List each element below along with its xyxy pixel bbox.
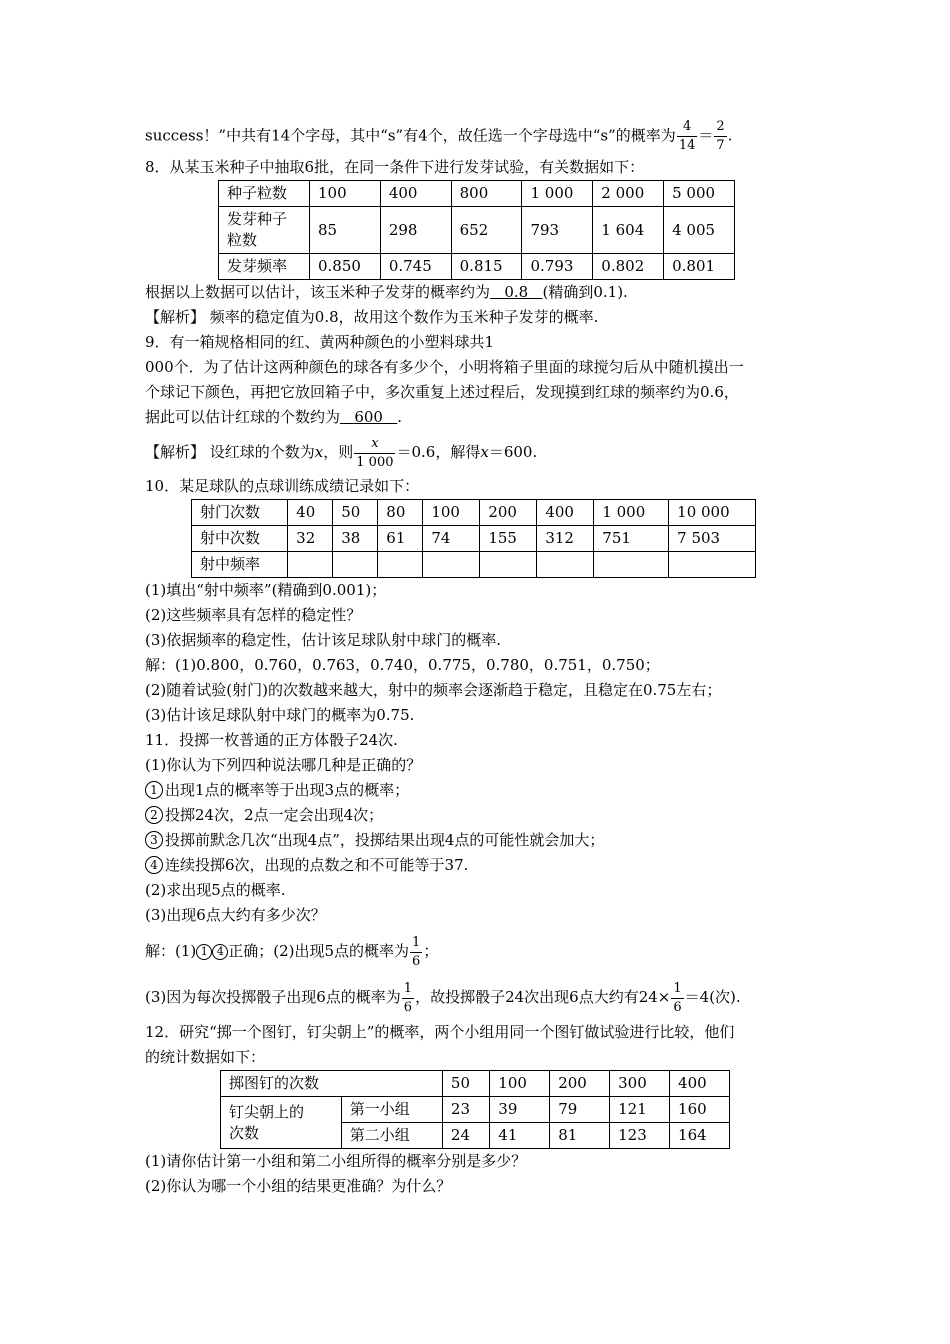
fraction: $\frac{x}{1 000}$ xyxy=(356,435,394,470)
q11-stem: 11．投掷一枚普通的正方体骰子24次. xyxy=(145,731,398,749)
top-text: success！”中共有14个字母，其中“s”有4个，故任选一个字母选中“s”的概率为 xyxy=(145,126,676,145)
fraction: $\frac{1}{6}$ xyxy=(403,980,413,1015)
q11-part3: (3)出现6点大约有多少次？ xyxy=(145,906,326,924)
q10-solution1: 解：(1)0.800，0.760，0.763，0.740，0.775，0.780，0.751，0.750； xyxy=(145,656,660,674)
q11-choice4: 4 连续投掷6次，出现的点数之和不可能等于37. xyxy=(145,853,810,878)
q10-solution3: (3)估计该足球队射中球门的概率为0.75. xyxy=(145,706,415,724)
q9-line3: 个球记下颜色，再把它放回箱子中，多次重复上述过程后，发现摸到红球的频率约为0.6， xyxy=(145,383,739,401)
q11-part1: (1)你认为下列四种说法哪几种是正确的？ xyxy=(145,756,422,774)
q10-part1: (1)填出“射中频率”(精确到0.001)； xyxy=(145,581,387,599)
fraction: $\frac{2}{7}$ xyxy=(716,119,725,153)
q8-analysis: 【解析】 频率的稳定值为0.8，故用这个数作为玉米种子发芽的概率. xyxy=(145,308,599,326)
q9-line2: 000个．为了估计这两种颜色的球各有多少个，小明将箱子里面的球搅匀后从中随机摸出一 xyxy=(145,358,744,376)
document-page xyxy=(145,118,810,1199)
q9-analysis: 【解析】 设红球的个数为x，则 $\frac{x}{1 000}$ ＝0.6，解得x＝600. xyxy=(145,435,538,470)
q8-table xyxy=(218,180,735,280)
table-row: 钉尖朝上的 次数 第一小组 23 39 79 121 160 xyxy=(221,1097,730,1123)
table-row: 射中次数 32 38 61 74 155 312 751 7 503 xyxy=(192,526,756,552)
q10-solution2: (2)随着试验(射门)的次数越来越大，射中的频率会逐渐趋于稳定，且稳定在0.75左右； xyxy=(145,681,722,699)
q12-part2: (2)你认为哪一个小组的结果更准确？为什么？ xyxy=(145,1177,452,1195)
q12-table xyxy=(220,1070,730,1149)
answer-blank: 600 xyxy=(354,408,383,426)
q10-part2: (2)这些频率具有怎样的稳定性？ xyxy=(145,606,362,624)
q11-solution1: 解：(1) 1 4 正确；(2)出现5点的概率为 $\frac{1}{6}$ ； xyxy=(145,934,439,969)
q8-conclusion: 根据以上数据可以估计，该玉米种子发芽的概率约为 0.8 (精确到0.1). xyxy=(145,283,628,301)
q10-table xyxy=(191,499,756,578)
fraction: $\frac{1}{6}$ xyxy=(412,934,421,969)
q11-part2: (2)求出现5点的概率. xyxy=(145,881,286,899)
top-line: success！”中共有14个字母，其中“s”有4个，故任选一个字母选中“s”的概率为 $\frac{4}{14}$ ＝ $\frac{2}{7}$ . xyxy=(145,119,733,153)
q12-part1: (1)请你估计第一小组和第二小组所得的概率分别是多少？ xyxy=(145,1152,527,1170)
table-row: 掷图钉的次数 50 100 200 300 400 xyxy=(221,1071,730,1097)
q12-line1: 12．研究“掷一个图钉，钉尖朝上”的概率，两个小组用同一个图钉做试验进行比较，他们 xyxy=(145,1023,735,1041)
fraction: $\frac{1}{6}$ xyxy=(673,980,682,1015)
q11-choice1: 1 出现1点的概率等于出现3点的概率； xyxy=(145,778,810,803)
table-row: 第二小组 24 41 81 123 164 xyxy=(221,1123,730,1149)
q10-part3: (3)依据频率的稳定性，估计该足球队射中球门的概率. xyxy=(145,631,502,649)
q11-choice2: 2 投掷24次，2点一定会出现4次； xyxy=(145,803,810,828)
q10-stem: 10．某足球队的点球训练成绩记录如下： xyxy=(145,477,420,495)
table-row: 种子粒数 100 400 800 1 000 2 000 5 000 xyxy=(219,181,735,207)
fraction: $\frac{4}{14}$ xyxy=(678,119,696,153)
q12-line2: 的统计数据如下： xyxy=(145,1048,266,1066)
answer-blank: 0.8 xyxy=(504,283,529,301)
q9-line1: 9．有一箱规格相同的红、黄两种颜色的小塑料球共1 xyxy=(145,333,495,351)
q8-stem: 8．从某玉米种子中抽取6批，在同一条件下进行发芽试验，有关数据如下： xyxy=(145,158,645,176)
q11-solution3: (3)因为每次投掷骰子出现6点的概率为 $\frac{1}{6}$ ，故投掷骰子24次出现6点大约有24× $\frac{1}{6}$ ＝4(次). xyxy=(145,980,741,1015)
q11-choice3: 3 投掷前默念几次“出现4点”，投掷结果出现4点的可能性就会加大； xyxy=(145,828,810,853)
q9-line4: 据此可以估计红球的个数约为 600 . xyxy=(145,408,403,426)
table-row: 发芽频率 0.850 0.745 0.815 0.793 0.802 0.801 xyxy=(219,254,735,280)
table-row: 发芽种子 粒数 85 298 652 793 1 604 4 005 xyxy=(219,207,735,254)
table-row: 射门次数 40 50 80 100 200 400 1 000 10 000 xyxy=(192,500,756,526)
table-row: 射中频率 xyxy=(192,552,756,578)
